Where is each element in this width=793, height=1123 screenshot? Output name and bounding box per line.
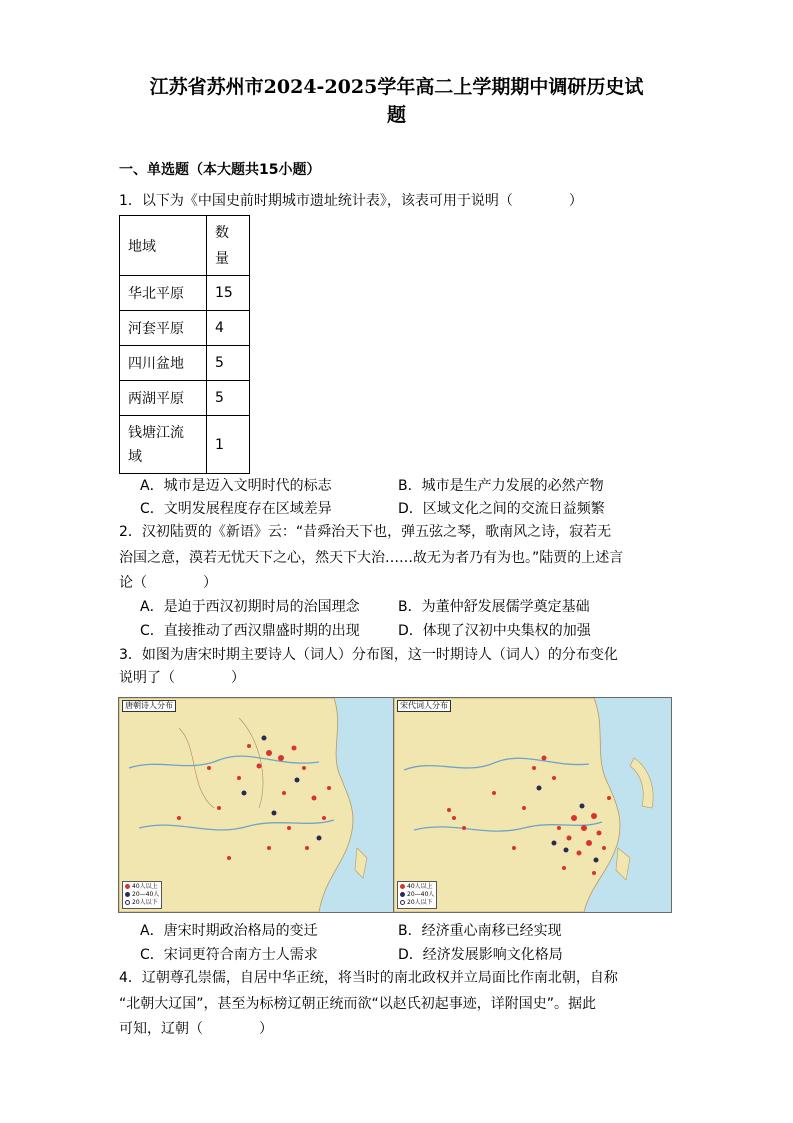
q1-option-c[interactable]: C．文明发展程度存在区域差异: [140, 501, 332, 517]
legend-red-dot-icon: [125, 884, 130, 889]
tang-map-legend: [122, 881, 162, 909]
legend-label: 40人以上: [407, 883, 433, 890]
legend-item: [125, 899, 159, 907]
table-cell-region-line2: 域: [128, 448, 142, 465]
legend-item: [400, 899, 434, 907]
legend-hollow-dot-icon: [125, 900, 130, 905]
q2-option-a[interactable]: A．是迫于西汉初期时局的治国理念: [140, 599, 360, 615]
exam-title-line2: 题: [386, 104, 406, 126]
table-header-region: 地域: [120, 216, 207, 276]
table-cell-region: 河套平原: [120, 311, 207, 346]
q1-stem: 1．以下为《中国史前时期城市遗址统计表》，该表可用于说明（ ）: [119, 193, 583, 209]
q2-stem-line1: 2．汉初陆贾的《新语》云：“昔舜治天下也，弹五弦之琴，歌南风之诗，寂若无: [119, 524, 612, 540]
q4-stem-line2: “北朝大辽国”，甚至为标榜辽朝正统而欲“以赵氏初起事迹，详附国史”。据此: [119, 996, 597, 1012]
q4-stem-line1: 4．辽朝尊孔崇儒，自居中华正统，将当时的南北政权并立局面比作南北朝，自称: [119, 970, 618, 986]
city-sites-table: [119, 215, 250, 474]
table-cell-region: [120, 416, 207, 474]
table-cell-region: 两湖平原: [120, 381, 207, 416]
legend-label: 20人以下: [407, 899, 433, 906]
legend-dark-dot-icon: [125, 892, 130, 897]
q2-option-c[interactable]: C．直接推动了西汉鼎盛时期的出现: [140, 623, 360, 639]
q2-stem-line3: 论（ ）: [119, 575, 217, 591]
song-map-graphic: [394, 698, 671, 912]
section-heading: 一、单选题（本大题共15小题）: [119, 162, 321, 178]
table-cell-count: 5: [207, 381, 250, 416]
q3-option-d[interactable]: D．经济发展影响文化格局: [398, 947, 563, 963]
legend-item: [400, 891, 434, 899]
q2-stem-line2: 治国之意，漠若无忧天下之心，然天下大治……故无为者乃有为也。”陆贾的上述言: [119, 550, 624, 566]
tang-map-graphic: [119, 698, 396, 912]
table-cell-region: 华北平原: [120, 276, 207, 311]
table-cell-count: 1: [207, 416, 250, 474]
legend-item: [400, 883, 434, 891]
q3-stem-line1: 3．如图为唐宋时期主要诗人（词人）分布图，这一时期诗人（词人）的分布变化: [119, 647, 618, 663]
q3-option-a[interactable]: A．唐宋时期政治格局的变迁: [140, 923, 318, 939]
q4-stem-line3: 可知，辽朝（ ）: [119, 1021, 273, 1037]
legend-label: 40人以上: [132, 883, 158, 890]
q2-option-b[interactable]: B．为董仲舒发展儒学奠定基础: [398, 599, 590, 615]
legend-dark-dot-icon: [400, 892, 405, 897]
table-row: [120, 276, 250, 311]
legend-item: [125, 883, 159, 891]
q3-option-b[interactable]: B．经济重心南移已经实现: [398, 923, 562, 939]
table-row: [120, 311, 250, 346]
legend-item: [125, 891, 159, 899]
q1-option-d[interactable]: D．区域文化之间的交流日益频繁: [398, 501, 605, 517]
q1-option-b[interactable]: B．城市是生产力发展的必然产物: [398, 478, 604, 494]
table-row: [120, 346, 250, 381]
table-cell-region-line1: 钱塘江流: [128, 424, 184, 441]
table-cell-region: 四川盆地: [120, 346, 207, 381]
table-cell-count: 5: [207, 346, 250, 381]
legend-label: 20—40人: [407, 891, 435, 898]
table-header-count-line2: 量: [215, 250, 229, 267]
table-header-count: [207, 216, 250, 276]
q2-option-d[interactable]: D．体现了汉初中央集权的加强: [398, 623, 591, 639]
tang-map-title: 唐朝诗人分布: [122, 700, 176, 712]
q3-stem-line2: 说明了（ ）: [119, 670, 245, 686]
legend-label: 20人以下: [132, 899, 158, 906]
legend-label: 20—40人: [132, 891, 160, 898]
q1-option-a[interactable]: A．城市是迈入文明时代的标志: [140, 478, 332, 494]
table-row: [120, 381, 250, 416]
table-cell-count: 4: [207, 311, 250, 346]
song-map-legend: [397, 881, 437, 909]
table-row: [120, 216, 250, 276]
table-cell-count: 15: [207, 276, 250, 311]
tang-poets-map: [118, 697, 397, 913]
song-map-title: 宋代词人分布: [397, 700, 451, 712]
legend-red-dot-icon: [400, 884, 405, 889]
song-ci-poets-map: [393, 697, 672, 913]
table-header-count-line1: 数: [215, 224, 229, 241]
legend-hollow-dot-icon: [400, 900, 405, 905]
q3-option-c[interactable]: C．宋词更符合南方士人需求: [140, 947, 318, 963]
exam-title-line1: 江苏省苏州市2024-2025学年高二上学期期中调研历史试: [149, 76, 644, 98]
table-row: [120, 416, 250, 474]
